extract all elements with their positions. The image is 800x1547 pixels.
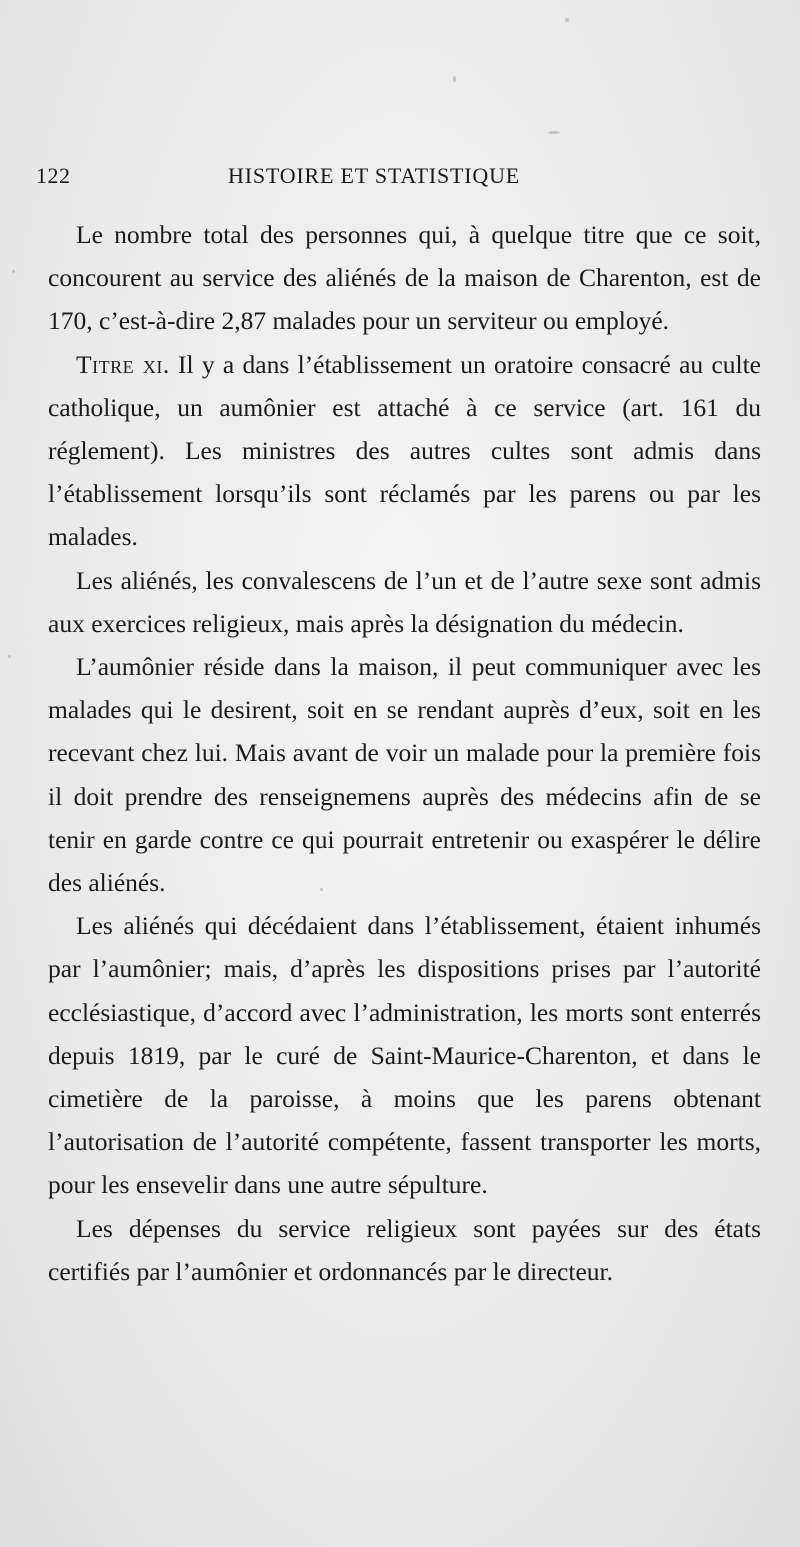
page-number: 122 xyxy=(36,163,71,188)
paragraph-chaplain xyxy=(48,645,761,904)
paper-speck xyxy=(453,76,456,82)
paper-speck xyxy=(8,655,11,658)
paragraph-burials xyxy=(48,904,761,1206)
paragraph-text: Les aliénés, les convalescens de l’un et de l’autre sexe sont admis aux exercices religieux, mais après la désignation du médecin. xyxy=(48,565,761,638)
paragraph-text: L’aumônier réside dans la maison, il peut communiquer avec les malades qui le desirent, soit en se rendant auprès d’eux, soit en les recevant chez lui. Mais avant de voir un malade pour la première fois il doit prendre des renseignemens auprès des médecins afin de se tenir en garde contre ce qui pourrait entretenir ou exaspérer le délire des aliénés. xyxy=(48,652,761,898)
paragraph-religious-exercises xyxy=(48,559,761,645)
section-heading: Titre xi. xyxy=(76,349,170,379)
paragraph-text: Le nombre total des personnes qui, à quelque titre que ce soit, concourent au service des aliénés de la maison de Charenton, est de 170, c’est-à-dire 2,87 malades pour un serviteur ou employé. xyxy=(48,220,761,336)
paragraph-expenses xyxy=(48,1207,761,1293)
paragraph-text: Les aliénés qui décédaient dans l’établissement, étaient inhumés par l’aumônier; mais, d’après les dispositions prises par l’autorité ecclésiastique, d’accord avec l’administration, les morts sont enterrés depuis 1819, par le curé de Saint-Maurice-Charenton, et dans le cimetière de la paroisse, à moins que les parens obtenant l’autorisation de l’autorité compétente, fassent transporter les morts, pour les ensevelir dans une autre sépulture. xyxy=(48,911,761,1200)
paper-speck xyxy=(12,270,15,273)
paper-speck xyxy=(565,18,569,22)
paper-speck xyxy=(548,131,560,134)
page-header xyxy=(36,163,766,195)
body-text xyxy=(48,213,761,1293)
paragraph-staff-count xyxy=(48,213,761,343)
paragraph-text: Il y a dans l’établissement un oratoire consacré au culte catholique, un aumônier est attaché à ce service (art. 161 du réglement). Les ministres des autres cultes sont admis dans l’établissement lorsqu’ils sont réclamés par les parens ou par les malades. xyxy=(48,349,762,552)
paragraph-titre-xi xyxy=(48,343,761,559)
running-title: HISTOIRE ET STATISTIQUE xyxy=(228,163,521,188)
paragraph-text: Les dépenses du service religieux sont payées sur des états certifiés par l’aumônier et ordonnancés par le directeur. xyxy=(48,1213,761,1286)
